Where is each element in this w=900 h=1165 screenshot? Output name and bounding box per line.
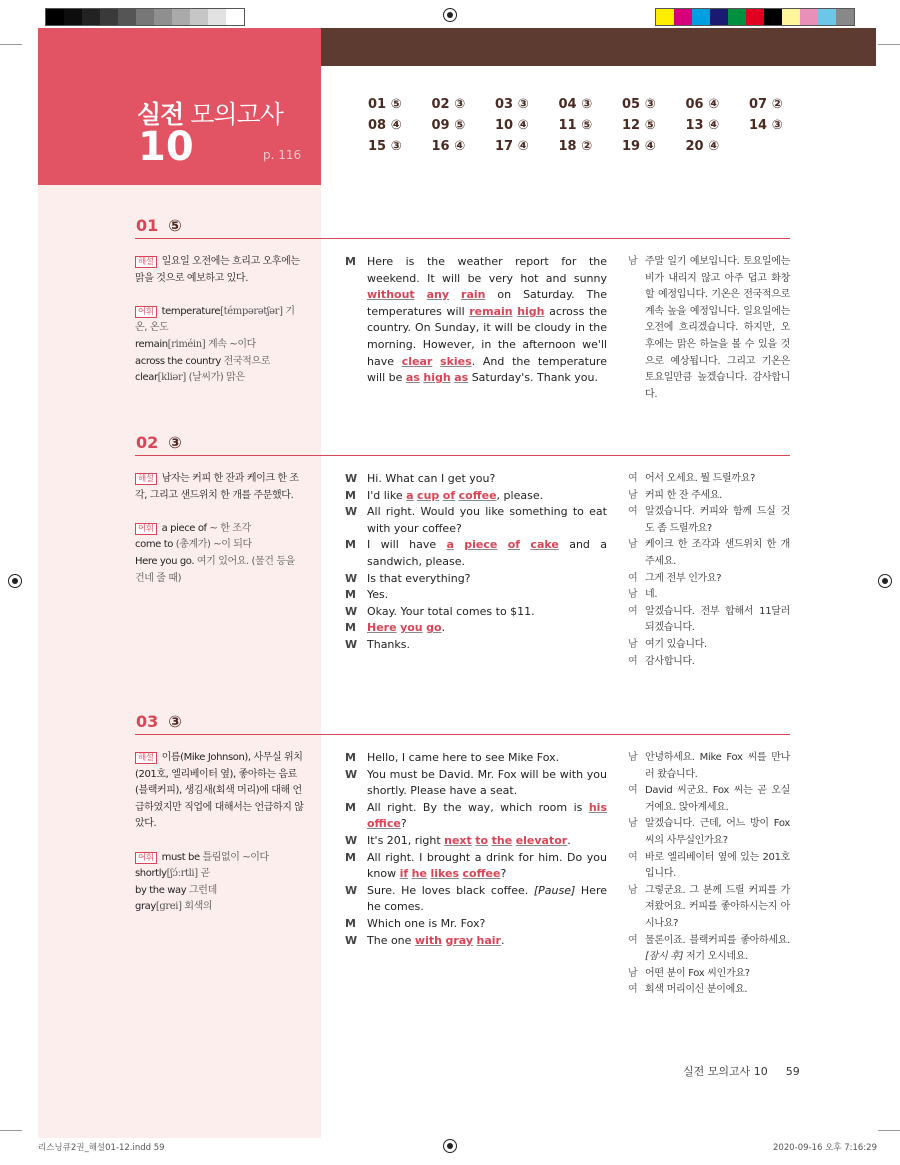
speaker: M	[345, 255, 356, 268]
dialog-text: All right. Would you like something to eat with your coffee?	[367, 505, 607, 535]
key-phrase: high	[517, 304, 545, 318]
stage-direction: [Pause]	[533, 883, 576, 897]
speaker: 여	[628, 984, 638, 996]
key-phrase: coffee	[458, 488, 497, 502]
translation-line	[628, 471, 790, 488]
key-phrase: if	[399, 867, 409, 881]
key-phrase: gray	[445, 933, 474, 947]
answer-number: 16	[431, 139, 450, 154]
translation-text: 여기 있습니다.	[645, 638, 707, 650]
question-answer: ⑤	[168, 216, 182, 235]
explanation	[135, 254, 305, 287]
key-phrase: a	[406, 488, 414, 502]
vocab-item	[135, 354, 305, 371]
answer-number: 08	[368, 118, 387, 133]
vocab-meaning: ~ 한 조각	[209, 522, 251, 534]
vocab-meaning: 틀림없이 ~이다	[202, 851, 269, 863]
speaker: W	[345, 933, 358, 947]
explanation	[135, 471, 305, 504]
vocab-meaning: 계속 ~이다	[208, 338, 256, 350]
translation-text: 안녕하세요. Mike Fox 씨를 만나러 왔습니다.	[645, 752, 790, 780]
answer-item	[559, 97, 623, 112]
question-number: 01	[136, 216, 159, 235]
speaker: 남	[628, 256, 638, 267]
translation-text: 알겠습니다. 근데, 어느 방이 Fox 씨의 사무실인가요?	[645, 818, 790, 846]
key-phrase: office	[367, 817, 401, 831]
speaker: M	[345, 538, 356, 552]
spacer	[135, 504, 305, 521]
key-phrase: you	[400, 621, 423, 635]
vocab-word: temperature	[161, 305, 221, 317]
answer-choice: ③	[581, 97, 593, 112]
dialog-text: The one with gray hair.	[367, 933, 505, 947]
dialog-text: Okay. Your total comes to $11.	[367, 604, 535, 618]
key-phrase: without	[367, 288, 415, 302]
vocab-meaning: 회색의	[184, 901, 213, 913]
registration-mark-icon	[443, 8, 457, 22]
running-title: 실전 모의고사 10	[683, 1065, 768, 1078]
crop-mark	[0, 1130, 22, 1131]
translation-text: 감사합니다.	[645, 655, 695, 667]
answer-number: 05	[622, 97, 641, 112]
dialog-text: I will have a piece of cake and a sandwich, please.	[367, 538, 608, 568]
color-bar	[655, 8, 855, 26]
translation-text: David 씨군요. Fox 씨는 곧 오실 거예요. 앉아계세요.	[645, 785, 790, 813]
question-header	[135, 433, 790, 456]
dialog-line	[345, 800, 607, 833]
vocab-word: shortly	[135, 868, 167, 880]
translation-line	[628, 850, 790, 883]
speaker: M	[345, 916, 356, 930]
key-phrase: likes	[430, 867, 460, 881]
speaker: M	[345, 621, 356, 635]
vocab-word: across the country	[135, 355, 221, 367]
key-phrase: any	[426, 288, 450, 302]
speaker: 여	[628, 934, 638, 946]
key-phrase: as	[405, 371, 420, 385]
dialog-text: Is that everything?	[367, 571, 471, 585]
vocabulary-tag: 어휘	[135, 306, 157, 318]
question-number: 02	[136, 433, 159, 452]
speaker: 남	[628, 818, 638, 830]
translation-text: 물론이죠. 블랙커피를 좋아하세요. [잠시 후] 저기 오시네요.	[645, 934, 790, 963]
dialog-text: Which one is Mr. Fox?	[367, 916, 486, 930]
question-header	[135, 216, 790, 239]
key-phrase: piece	[464, 538, 498, 552]
speaker: W	[345, 472, 358, 485]
translation-line	[628, 254, 790, 403]
translation-text: 네.	[645, 589, 658, 601]
key-phrase: next	[444, 833, 472, 847]
question-number: 03	[136, 712, 159, 731]
answer-item	[559, 139, 623, 154]
answer-choice: ③	[644, 97, 656, 112]
speaker: W	[345, 505, 358, 519]
speaker: 여	[628, 473, 638, 484]
speaker: W	[345, 571, 358, 585]
speaker: 여	[628, 655, 638, 667]
speaker: M	[345, 800, 356, 814]
speaker: 남	[628, 752, 638, 763]
answer-item	[622, 139, 686, 154]
vocab-word: remain	[135, 338, 168, 350]
translation-line	[628, 783, 790, 816]
vocab-pronunciation: [kliər]	[157, 372, 186, 384]
vocab-item	[135, 883, 305, 900]
key-phrase: go	[426, 621, 442, 635]
dialog-text: I'd like a cup of coffee, please.	[367, 488, 544, 502]
speaker: 여	[628, 851, 638, 863]
translation-line	[628, 537, 790, 570]
vocab-pronunciation: [riméin]	[167, 338, 206, 350]
key-phrase: cake	[530, 538, 559, 552]
translation-text: 바로 엘리베이터 옆에 있는 201호입니다.	[645, 851, 790, 880]
key-phrase: as	[454, 371, 469, 385]
script-dialog	[345, 254, 607, 387]
speaker: 여	[628, 605, 638, 617]
dialog-line	[345, 883, 607, 916]
key-phrase: with	[414, 933, 442, 947]
dialog-text: Here you go.	[367, 621, 446, 635]
answer-choice: ④	[708, 97, 720, 112]
translation-text: 알겠습니다. 커피와 함께 드실 것도 좀 드릴까요?	[645, 506, 790, 534]
question-header	[135, 712, 790, 735]
vocab-meaning: (총계가) ~이 되다	[175, 539, 252, 551]
speaker: 남	[628, 884, 638, 896]
answer-choice: ④	[390, 118, 402, 133]
translation-line	[628, 883, 790, 933]
key-phrase: skies	[440, 354, 472, 368]
answer-choice: ⑤	[390, 97, 402, 112]
vocab-item	[135, 521, 305, 538]
key-phrase: coffee	[462, 867, 501, 881]
speaker: 여	[628, 785, 638, 797]
key-phrase: the	[491, 833, 513, 847]
key-phrase: hair	[476, 933, 501, 947]
vocab-meaning: 기온, 온도	[135, 305, 295, 334]
answer-item	[432, 139, 496, 154]
dialog-line	[345, 637, 607, 654]
translation-line	[628, 654, 790, 671]
dialog-text: Thanks.	[367, 637, 411, 651]
vocab-pronunciation: [témpərətʃər]	[220, 305, 283, 317]
speaker: M	[345, 588, 356, 602]
key-phrase: to	[475, 833, 489, 847]
key-phrase: elevator	[515, 833, 568, 847]
translation	[628, 471, 790, 670]
answer-choice: ④	[517, 118, 529, 133]
speaker: W	[345, 604, 358, 618]
spacer	[135, 287, 305, 304]
test-number: 10	[138, 124, 194, 170]
vocab-item	[135, 899, 305, 916]
answer-item	[432, 97, 496, 112]
translation-line	[628, 637, 790, 654]
key-phrase: he	[411, 867, 427, 881]
speaker: W	[345, 637, 358, 651]
answer-choice: ④	[454, 139, 466, 154]
answer-item	[686, 139, 750, 154]
key-phrase: high	[423, 371, 451, 385]
explanation-tag: 해설	[135, 473, 157, 485]
vocabulary-tag: 어휘	[135, 523, 157, 535]
answer-item	[622, 118, 686, 133]
answer-number: 12	[622, 118, 641, 133]
answer-choice: ③	[517, 97, 529, 112]
answer-number: 03	[495, 97, 514, 112]
question-section	[135, 433, 790, 667]
key-phrase: a	[446, 538, 454, 552]
spacer	[135, 833, 305, 850]
answer-choice: ③	[454, 97, 466, 112]
answer-choice: ⑤	[644, 118, 656, 133]
key-phrase: of	[442, 488, 456, 502]
vocab-word: by the way	[135, 884, 187, 896]
dialog-text: Sure. He loves black coffee. [Pause] Here he comes.	[367, 883, 607, 914]
dialog-text: Yes.	[367, 588, 389, 602]
answer-choice: ③	[390, 139, 402, 154]
explanation-panel	[135, 750, 305, 916]
answer-number: 10	[495, 118, 514, 133]
answer-number: 20	[685, 139, 704, 154]
translation-text: 그렇군요. 그 분께 드릴 커피를 가져왔어요. 커피를 좋아하시는지 아시나요?	[645, 884, 790, 929]
translation-line	[628, 750, 790, 783]
key-phrase: his	[588, 800, 607, 814]
translation-text: 회색 머리이신 분이에요.	[645, 984, 748, 996]
vocab-word: must be	[161, 851, 200, 863]
answer-item	[749, 118, 813, 133]
vocab-item	[135, 370, 305, 387]
answer-number: 17	[495, 139, 514, 154]
answer-number: 06	[685, 97, 704, 112]
explanation-tag: 해설	[135, 752, 157, 764]
answer-item	[368, 139, 432, 154]
answer-choice: ⑤	[581, 118, 593, 133]
dialog-line	[345, 767, 607, 800]
dialog-line	[345, 604, 607, 621]
answer-item	[495, 139, 559, 154]
dialog-line	[345, 833, 607, 850]
vocab-word: clear	[135, 372, 158, 384]
vocab-item	[135, 537, 305, 554]
speaker: W	[345, 833, 358, 847]
speaker: W	[345, 767, 358, 781]
explanation-text: 일요일 오전에는 흐리고 오후에는 맑을 것으로 예보하고 있다.	[135, 256, 300, 284]
question-answer: ③	[168, 433, 182, 452]
translation	[628, 750, 790, 999]
translation-text: 알겠습니다. 전부 합해서 11달러 되겠습니다.	[645, 605, 790, 634]
speaker: M	[345, 488, 356, 502]
translation-text: 그게 전부 인가요?	[645, 572, 722, 584]
slug-timestamp: 2020-09-16 오후 7:16:29	[773, 1143, 877, 1153]
answer-number: 02	[431, 97, 450, 112]
translation-text: 어서 오세요. 뭘 드릴까요?	[645, 473, 756, 484]
script-dialog	[345, 471, 607, 654]
dialog-line	[345, 850, 607, 883]
answer-number: 19	[622, 139, 641, 154]
vocab-meaning: 여기 있어요. (물건 등을 건네 줄 때)	[135, 555, 295, 584]
answer-number: 11	[558, 118, 577, 133]
registration-mark-icon	[8, 574, 22, 588]
answer-number: 04	[558, 97, 577, 112]
answer-number: 15	[368, 139, 387, 154]
answer-choice: ③	[771, 118, 783, 133]
translation-line	[628, 604, 790, 637]
dialog-line	[345, 587, 607, 604]
answer-choice: ②	[581, 139, 593, 154]
vocab-word: come to	[135, 539, 173, 551]
explanation-text: 남자는 커피 한 잔과 케이크 한 조각, 그리고 샌드위치 한 개를 주문했다.	[135, 473, 299, 501]
answer-number: 13	[685, 118, 704, 133]
answer-item	[686, 118, 750, 133]
translation-line	[628, 933, 790, 966]
vocab-word: a piece of	[161, 522, 207, 534]
dialog-text: Hello, I came here to see Mike Fox.	[367, 751, 560, 764]
answer-number: 14	[749, 118, 768, 133]
translation-line	[628, 488, 790, 505]
translation-line	[628, 982, 790, 999]
speaker: M	[345, 751, 356, 764]
question-section	[135, 216, 790, 400]
answer-item	[686, 97, 750, 112]
registration-mark-icon	[878, 574, 892, 588]
vocab-item	[135, 850, 305, 867]
answer-item	[749, 97, 813, 112]
speaker: 남	[628, 638, 638, 650]
answer-choice: ④	[644, 139, 656, 154]
vocab-pronunciation: [ʃɔ́ːrtli]	[166, 868, 198, 880]
key-phrase: rain	[461, 288, 486, 302]
dialog-text: It's 201, right next to the elevator.	[367, 833, 571, 847]
dialog-text: Hi. What can I get you?	[367, 472, 496, 485]
title-bold: 실전	[137, 100, 184, 129]
key-phrase: remain	[469, 304, 513, 318]
dialog-line	[345, 571, 607, 588]
crop-mark	[878, 44, 900, 45]
dialog-line	[345, 916, 607, 933]
speaker: 남	[628, 589, 638, 601]
dialog-line	[345, 504, 607, 537]
answer-item	[559, 118, 623, 133]
translation-text: 주말 일기 예보입니다. 토요일에는 비가 내리지 않고 아주 덥고 화창할 예정입니다. 기온은 전국적으로 계속 높을 예정입니다. 일요일에는 오전에 흐리겠습니다. 하지만, 오후에는 맑은 하늘을 볼 수 있을 것으로 예상됩니다. 그리고 기온은 토요일만큼 높겠습니다. 감사합니다.	[645, 256, 790, 400]
explanation-tag: 해설	[135, 256, 157, 268]
vocab-meaning: 전국적으로	[223, 355, 270, 367]
dialog-line	[345, 488, 607, 505]
answer-key	[368, 97, 813, 154]
dialog-line	[345, 620, 607, 637]
translation-line	[628, 587, 790, 604]
crop-mark	[0, 44, 22, 45]
header-bar	[321, 28, 876, 66]
answer-choice: ④	[517, 139, 529, 154]
translation-text: 커피 한 잔 주세요.	[645, 489, 723, 501]
speaker: W	[345, 883, 358, 897]
answer-item	[622, 97, 686, 112]
crop-mark	[878, 1130, 900, 1131]
dialog-line	[345, 254, 607, 387]
explanation-text: 이름(Mike Johnson), 사무실 위치(201호, 엘리베이터 옆), 좋아하는 음료(블랙커피), 생김새(회색 머리)에 대해 언급하였지만 직업에 대해서는 언급하지 않았다.	[135, 752, 304, 830]
dialog-line	[345, 750, 607, 767]
page-reference: p. 116	[263, 148, 302, 162]
explanation-panel	[135, 254, 305, 387]
grayscale-bar	[45, 8, 245, 26]
vocab-word: Here you go.	[135, 555, 195, 567]
explanation	[135, 750, 305, 833]
answer-number: 09	[431, 118, 450, 133]
vocab-item	[135, 337, 305, 354]
page-number: 59	[785, 1065, 800, 1078]
answer-number: 07	[749, 97, 768, 112]
registration-mark-icon	[443, 1139, 457, 1153]
key-phrase: clear	[401, 354, 433, 368]
speaker: 남	[628, 539, 638, 551]
dialog-text: All right. By the way, which room is his office?	[367, 800, 607, 831]
script-dialog	[345, 750, 607, 949]
dialog-line	[345, 933, 607, 950]
answer-choice: ②	[771, 97, 783, 112]
page-footer	[683, 1063, 800, 1079]
translation-text: 어떤 분이 Fox 씨인가요?	[645, 967, 750, 979]
answer-number: 18	[558, 139, 577, 154]
question-answer: ③	[168, 712, 182, 731]
vocab-item	[135, 554, 305, 587]
vocabulary-tag: 어휘	[135, 852, 157, 864]
translation	[628, 254, 790, 403]
translation-line	[628, 504, 790, 537]
vocab-meaning: (날씨가) 맑은	[188, 372, 245, 384]
answer-choice: ⑤	[454, 118, 466, 133]
answer-item	[368, 97, 432, 112]
key-phrase: cup	[417, 488, 440, 502]
key-phrase: of	[507, 538, 521, 552]
answer-choice: ④	[708, 118, 720, 133]
dialog-text: You must be David. Mr. Fox will be with you shortly. Please have a seat.	[367, 767, 607, 798]
dialog-text: Here is the weather report for the weekend. It will be very hot and sunny without any rain on Saturday. The temperatures will remain high across the country. On Sunday, it will be cloudy in the morning. However, in the afternoon we'll have clear skies. And the temperature will be as high as Saturday's. Thank you.	[367, 255, 607, 385]
stage-direction: [잠시 후]	[645, 951, 684, 963]
answer-item	[432, 118, 496, 133]
title-rest: 모의고사	[183, 100, 283, 129]
translation-line	[628, 571, 790, 588]
vocab-meaning: 그런데	[189, 884, 217, 896]
explanation-panel	[135, 471, 305, 587]
slug-filename: 리스닝큐2권_해설01-12.indd 59	[38, 1143, 165, 1153]
vocab-pronunciation: [grei]	[155, 901, 182, 913]
translation-text: 케이크 한 조각과 샌드위치 한 개 주세요.	[645, 539, 790, 567]
speaker: 여	[628, 506, 638, 518]
speaker: 남	[628, 967, 638, 979]
question-section	[135, 712, 790, 996]
answer-item	[495, 97, 559, 112]
answer-item	[495, 118, 559, 133]
dialog-text: All right. I brought a drink for him. Do you know if he likes coffee?	[367, 850, 607, 881]
answer-number: 01	[368, 97, 387, 112]
vocab-word: gray	[135, 901, 156, 913]
vocab-meaning: 곧	[200, 868, 210, 880]
vocab-item	[135, 866, 305, 883]
vocab-item	[135, 304, 305, 337]
dialog-line	[345, 537, 607, 570]
answer-item	[368, 118, 432, 133]
translation-line	[628, 816, 790, 849]
dialog-line	[345, 471, 607, 488]
answer-choice: ④	[708, 139, 720, 154]
key-phrase: Here	[367, 621, 397, 635]
translation-line	[628, 966, 790, 983]
speaker: 남	[628, 489, 638, 501]
speaker: 여	[628, 572, 638, 584]
speaker: M	[345, 850, 356, 864]
